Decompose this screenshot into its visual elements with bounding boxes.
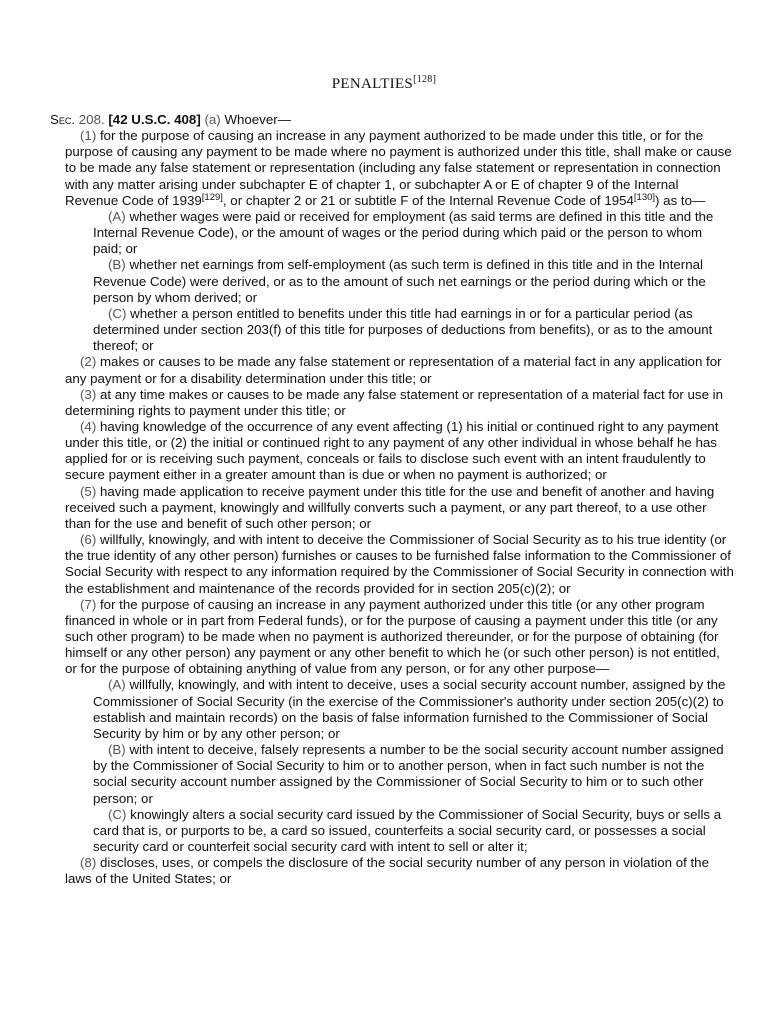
paragraph-8 — [50, 855, 734, 887]
paragraph-mark: (B) — [108, 257, 126, 273]
paragraph-1-C — [50, 306, 734, 354]
section-title — [0, 74, 768, 93]
section-prefix: Sec. — [50, 112, 76, 127]
paragraph-text: knowingly alters a social security card issued by the Commissioner of Social Security, buys or sells a card that is, or purports to be, a card so issued, counterfeits a social security card, or possesses a social security card or counterfeit social security card with intent to sell or alter it; — [93, 806, 722, 855]
paragraph-4 — [50, 419, 734, 484]
paragraph-mark: (8) — [80, 855, 97, 871]
paragraph-3 — [50, 387, 734, 419]
paragraph-text: for the purpose of causing an increase in any payment authorized under this title (or any other program financed in whole or in part from Federal funds), or for the purpose of causing a payment under this title (or any such other program) to be made when no payment is authorized thereunder, or for the purpose of obtaining (for himself or any other person) any payment or any other benefit to which he (or such other person) is not entitled, or for the purpose of obtaining anything of value from any person, or for any other purpose— — [65, 596, 720, 677]
paragraph-7-B — [50, 742, 734, 807]
paragraph-mark: (5) — [80, 483, 97, 499]
paragraph-1 — [50, 128, 734, 209]
section-number: 208. — [78, 112, 105, 127]
paragraph-1-B — [50, 257, 734, 305]
usc-citation: [42 U.S.C. 408] — [108, 112, 201, 127]
paragraph-6 — [50, 532, 734, 597]
paragraph-text: discloses, uses, or compels the disclosure of the social security number of any person in violation of the laws of the United States; or — [65, 855, 709, 887]
paragraph-mark: (7) — [80, 596, 97, 612]
paragraph-text: willfully, knowingly, and with intent to deceive the Commissioner of Social Security as to his true identity (or the true identity of any other person) furnishes or causes to be furnished false information to the Commissioner of Social Security with respect to any information required by the Commissioner of Social Security in connection with the establishment and maintenance of the records provided for in section 205(c)(2); or — [65, 532, 734, 596]
paragraph-mark: (3) — [80, 386, 97, 402]
section-heading — [50, 112, 734, 128]
paragraph-text-cont: , or chapter 2 or 21 or subtitle F of the Internal Revenue Code of 1954 — [222, 192, 634, 208]
title-text: PENALTIES — [331, 76, 414, 92]
paragraph-text: having knowledge of the occurrence of any event affecting (1) his initial or continued right to any payment under this title, or (2) the initial or continued right to any payment of any other individual in whose behalf he has applied for or is receiving such payment, conceals or fails to disclose such event with an intent fraudulently to secure payment either in a greater amount than is due or when no payment is authorized; or — [65, 418, 719, 483]
paragraph-mark: (A) — [108, 677, 126, 693]
paragraph-mark: (6) — [80, 532, 97, 548]
paragraph-2 — [50, 354, 734, 386]
paragraph-text: at any time makes or causes to be made any false statement or representation of a material fact for use in determining rights to payment under this title; or — [65, 386, 724, 418]
paragraph-text: having made application to receive payment under this title for the use and benefit of another and having received such a payment, knowingly and willfully converts such a payment, or any part thereof, to a use other than for the use and benefit of such other person; or — [65, 483, 715, 531]
paragraph-1-A — [50, 209, 734, 257]
paragraph-7-C — [50, 807, 734, 855]
paragraph-mark: (C) — [108, 305, 127, 321]
paragraph-text: whether a person entitled to benefits under this title had earnings in or for a particular period (as determined under section 203(f) of this title for purposes of deductions from benefits), or as to the amount thereof; or — [93, 305, 713, 354]
paragraph-text-end: ) as to— — [655, 192, 706, 208]
paragraph-mark: (C) — [108, 806, 127, 822]
paragraph-text: whether wages were paid or received for employment (as said terms are defined in this title and the Internal Revenue Code), or the amount of wages or the period during which paid or the person to whom paid; or — [93, 208, 714, 257]
paragraph-mark: (A) — [108, 208, 126, 224]
paragraph-5 — [50, 484, 734, 532]
footnote-link-129[interactable]: [129] — [201, 191, 223, 203]
paragraph-mark: (1) — [80, 128, 97, 144]
paragraph-text: with intent to deceive, falsely represents a number to be the social security account number assigned by the Commissioner of Social Security to him or to another person, when in fact such number is not the social security account number assigned by the Commissioner of Social Security to him or to such other person; or — [93, 742, 724, 806]
paragraph-text: makes or causes to be made any false statement or representation of a material fact in any application for any payment or for a disability determination under this title; or — [65, 354, 722, 386]
paragraph-text: willfully, knowingly, and with intent to deceive, uses a social security account number, assigned by the Commissioner of Social Security (in the exercise of the Commissioner's authority under section 205(c)(2) to establish and maintain records) on the basis of false information furnished to the Commissioner of Social Security by him or by any other person; or — [93, 677, 726, 741]
subsection-intro: Whoever— — [224, 112, 291, 127]
subsection-mark: (a) — [204, 112, 221, 127]
footnote-link-130[interactable]: [130] — [633, 191, 656, 203]
paragraph-mark: (2) — [80, 354, 97, 370]
paragraph-text: whether net earnings from self-employment (as such term is defined in this title and in the Internal Revenue Code) were derived, or as to the amount of such net earnings or the period during which or the person by whom derived; or — [93, 257, 706, 305]
title-footnote-link[interactable]: [128] — [413, 74, 437, 85]
section-body — [50, 112, 734, 888]
paragraph-7 — [50, 597, 734, 678]
paragraph-mark: (4) — [80, 418, 97, 434]
paragraph-7-A — [50, 677, 734, 742]
paragraph-mark: (B) — [108, 742, 126, 758]
paragraph-text: for the purpose of causing an increase in any payment authorized to be made under this title, or for the purpose of causing any payment to be made where no payment is authorized under this title, shall make or cause to be made any false statement or representation (including any false statement or representation in connection with any matter arising under subchapter E of chapter 1, or subchapter A or E of chapter 9 of the Internal Revenue Code of 1939 — [65, 128, 732, 208]
